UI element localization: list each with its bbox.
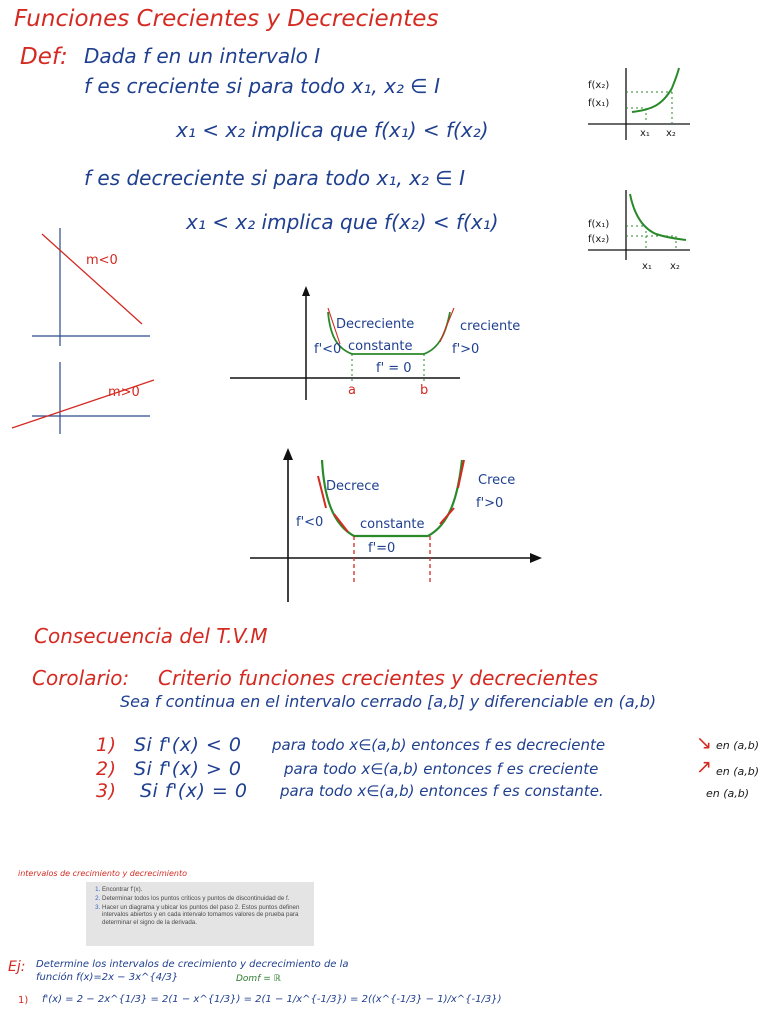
intervalos-heading: intervalos de crecimiento y decrecimiento — [18, 869, 188, 878]
slope-neg-label: m<0 — [86, 253, 118, 268]
big-constante-label: constante — [360, 517, 425, 532]
mid-decreciente-label: Decreciente — [336, 317, 415, 332]
step-1: 1. Encontrar f'(x). — [102, 886, 308, 893]
ej-domain: Domf = ℝ — [236, 974, 281, 984]
item-3-num: 3) — [96, 780, 117, 802]
item-1-arrow: ↘ — [696, 732, 713, 754]
steps-box — [86, 882, 314, 946]
dec-fx1-label: f(x₁) — [588, 219, 610, 230]
item-3-cond: Si f'(x) = 0 — [140, 780, 248, 802]
decreasing-function-graph — [582, 190, 702, 270]
inc-x2-label: x₂ — [666, 128, 676, 139]
item-1-cond: Si f'(x) < 0 — [134, 734, 242, 756]
mid-constante-label: constante — [348, 339, 413, 354]
ej-line-1: Determine los intervalos de crecimiento y decrecimiento de la — [36, 959, 349, 970]
item-1-note: en (a,b) — [716, 739, 760, 752]
page-title: Funciones Crecientes y Decrecientes — [14, 6, 439, 32]
mid-b-label: b — [420, 383, 429, 398]
dec-x1-label: x₁ — [642, 261, 652, 272]
item-2-note: en (a,b) — [716, 765, 760, 778]
step-2: 2. Determinar todos los puntos críticos y puntos de discontinuidad de f. — [102, 895, 308, 902]
mid-fneg-label: f'<0 — [314, 342, 342, 357]
corolario-label: Corolario: — [32, 666, 130, 690]
inc-x1-label: x₁ — [640, 128, 650, 139]
item-2-num: 2) — [96, 758, 117, 780]
def-label: Def: — [20, 44, 68, 70]
def-line-3: x₁ < x₂ implica que f(x₁) < f(x₂) — [176, 118, 489, 142]
ej-label: Ej: — [8, 959, 26, 975]
mid-a-label: a — [348, 383, 356, 398]
corolario-sea: Sea f continua en el intervalo cerrado [a,b] y diferenciable en (a,b) — [120, 692, 657, 711]
mid-fpos-label: f'>0 — [452, 342, 480, 357]
mid-fzero-label: f' = 0 — [376, 361, 412, 376]
def-line-4: f es decreciente si para todo x₁, x₂ ∈ I — [84, 166, 465, 190]
def-line-5: x₁ < x₂ implica que f(x₂) < f(x₁) — [186, 210, 499, 234]
step-3: 3. Hacer un diagrama y ubicar los puntos del paso 2. Estos puntos definen intervalos abiertos y en cada intervalo tomamos valores de prueba para determinar el signo de la derivada. — [102, 904, 308, 925]
mid-creciente-label: creciente — [460, 319, 521, 334]
item-2-cond: Si f'(x) > 0 — [134, 758, 242, 780]
big-fpos-label: f'>0 — [476, 496, 504, 511]
item-2-arrow: ↗ — [696, 756, 713, 778]
big-fzero-label: f'=0 — [368, 541, 396, 556]
dec-x2-label: x₂ — [670, 261, 680, 272]
slope-pos-label: m>0 — [108, 385, 140, 400]
item-3-text: para todo x∈(a,b) entonces f es constante. — [280, 782, 604, 800]
item-3-note: en (a,b) — [706, 787, 750, 800]
negative-slope-graph — [30, 228, 160, 348]
def-line-1: Dada f en un intervalo I — [84, 44, 321, 68]
consecuencia-heading: Consecuencia del T.V.M — [34, 624, 268, 648]
ej-step-num: 1) — [18, 995, 29, 1006]
dec-fx2-label: f(x₂) — [588, 234, 610, 245]
inc-fx1-label: f(x₁) — [588, 98, 610, 109]
def-line-2: f es creciente si para todo x₁, x₂ ∈ I — [84, 74, 440, 98]
inc-fx2-label: f(x₂) — [588, 80, 610, 91]
item-2-text: para todo x∈(a,b) entonces f es creciente — [284, 760, 599, 778]
ej-derivative: f'(x) = 2 − 2x^{1/3} = 2(1 − x^{1/3}) = 2(1 − 1/x^{-1/3}) = 2((x^{-1/3} − 1)/x^{-1/3}) — [42, 994, 502, 1005]
item-1-num: 1) — [96, 734, 117, 756]
big-fneg-label: f'<0 — [296, 515, 324, 530]
big-crece-label: Crece — [478, 473, 516, 488]
big-decrece-label: Decrece — [326, 479, 380, 494]
ej-line-2: función f(x)=2x − 3x^{4/3} — [36, 972, 179, 983]
corolario-title: Criterio funciones crecientes y decrecientes — [158, 666, 598, 690]
item-1-text: para todo x∈(a,b) entonces f es decreciente — [272, 736, 606, 754]
